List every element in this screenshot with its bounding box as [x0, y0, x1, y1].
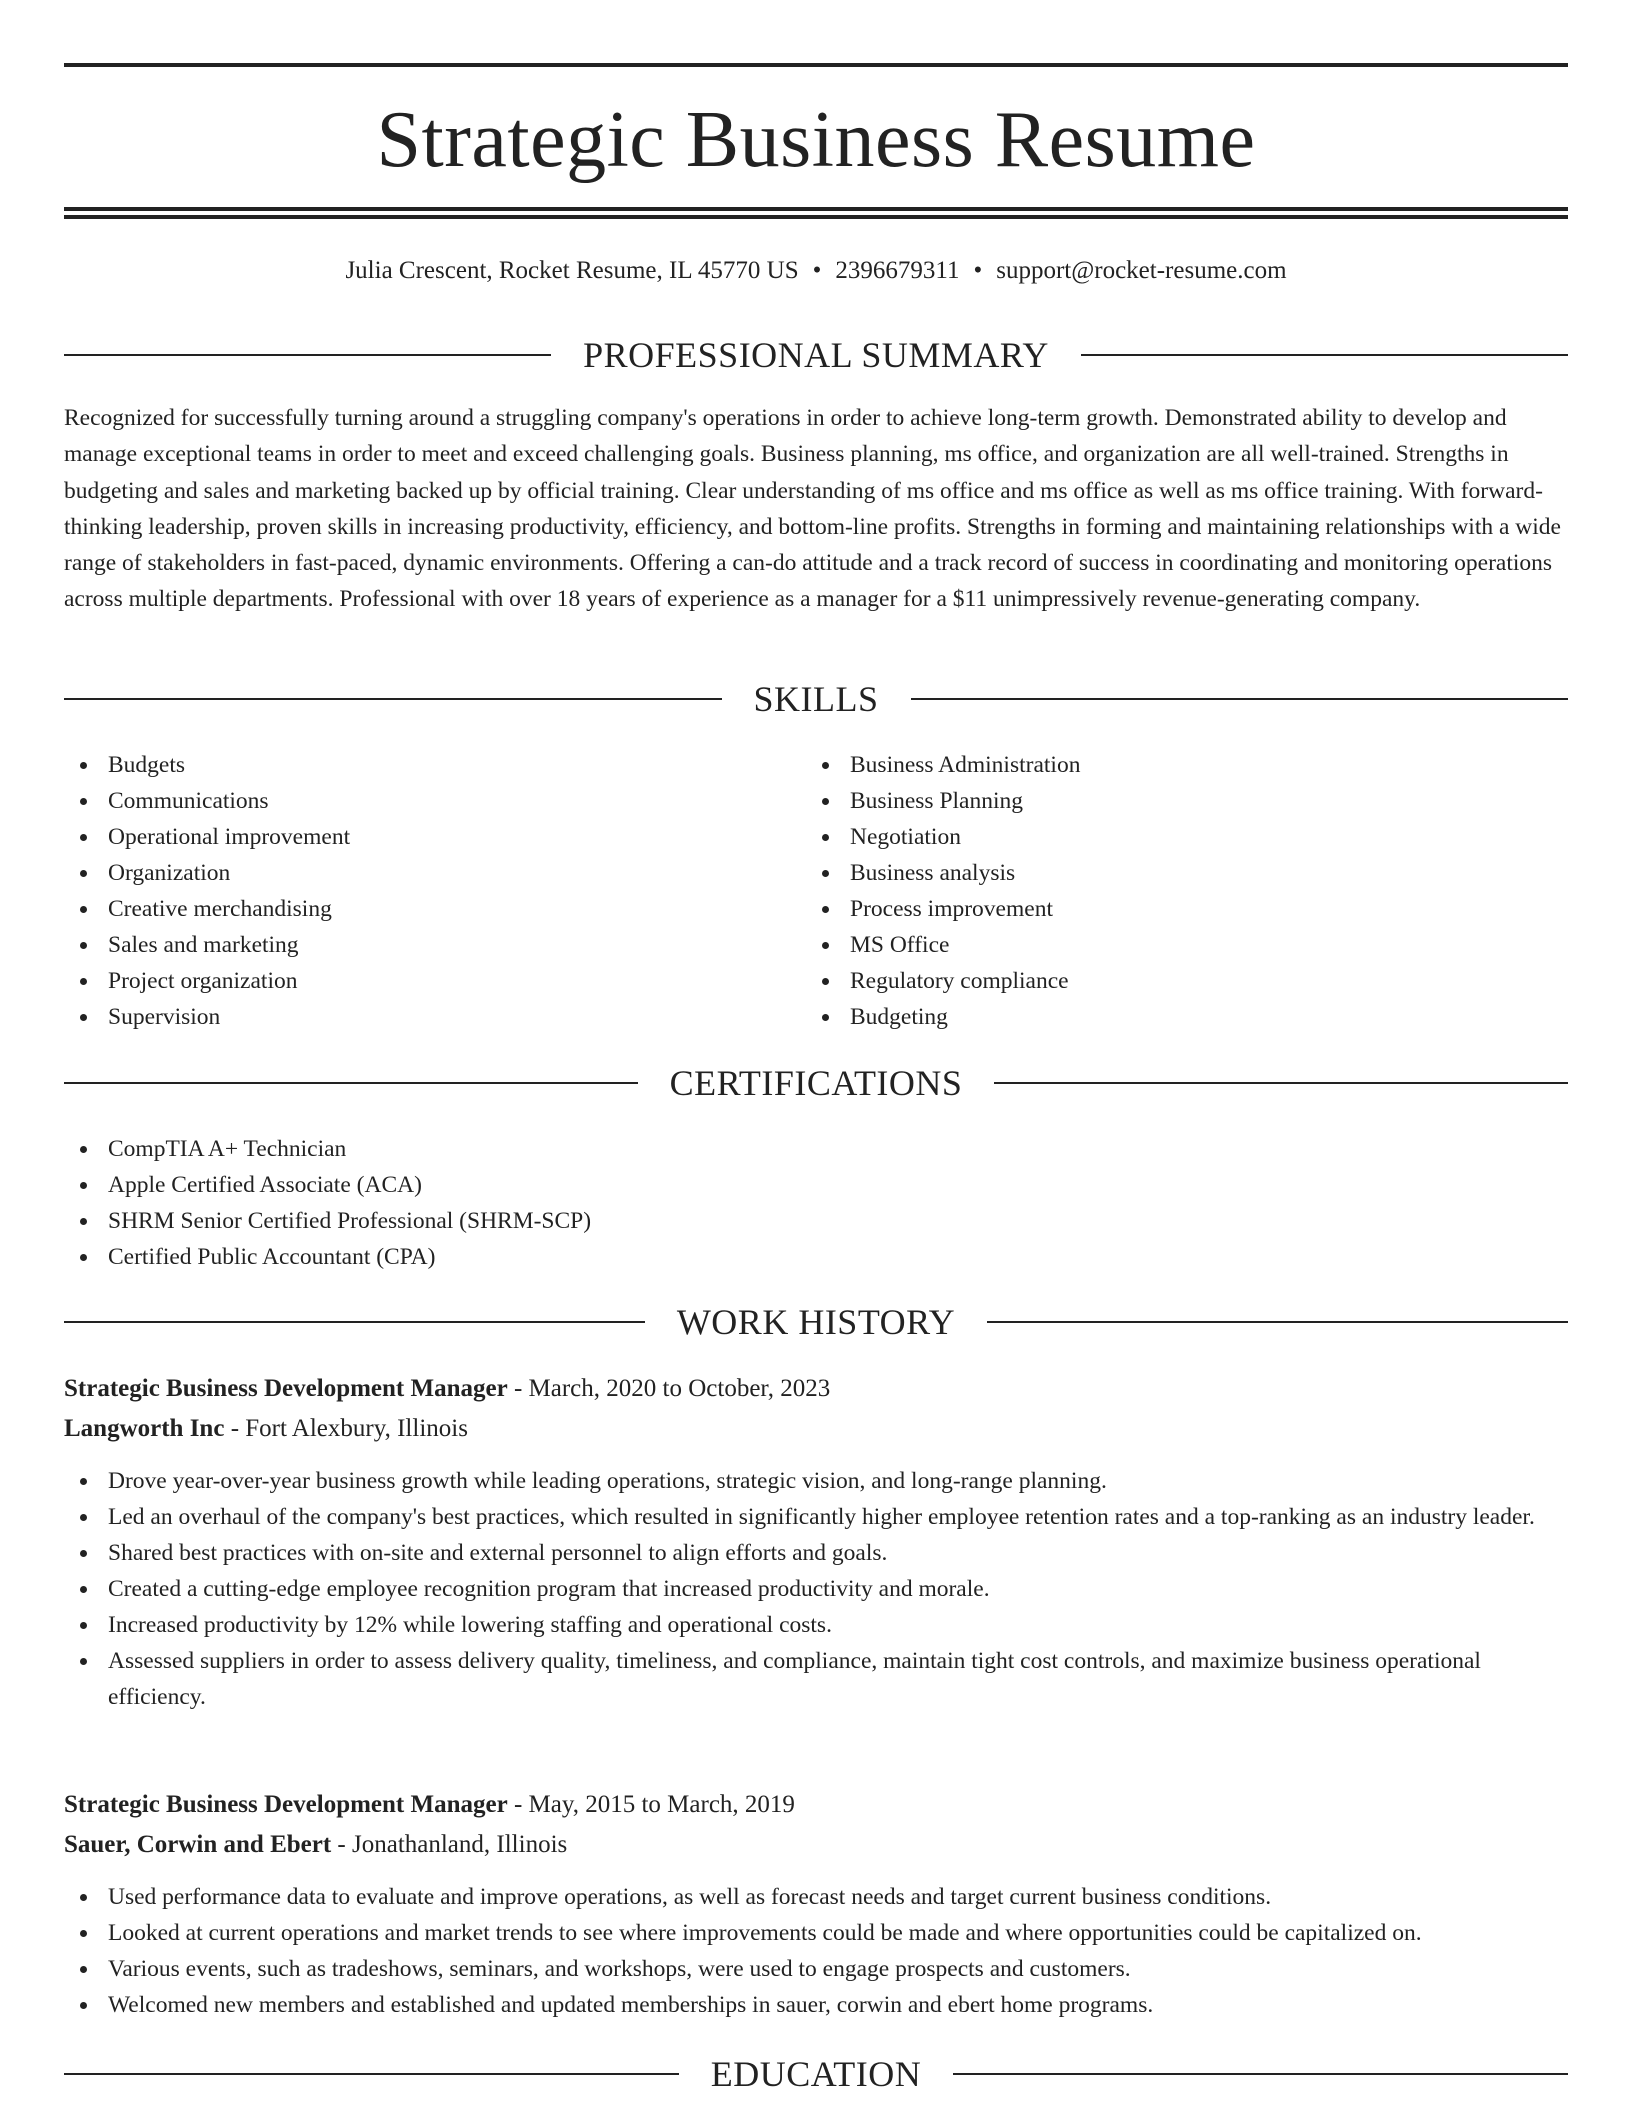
job-bullet: Looked at current operations and market trends to see where improvements could be made and where opportunities could be capitalized on. — [64, 1915, 1568, 1951]
section-rule-right — [953, 2073, 1568, 2075]
contact-separator: • — [812, 257, 822, 284]
job-bullet: Created a cutting-edge employee recognition program that increased productivity and morale. — [64, 1571, 1568, 1607]
skill-item: Business analysis — [806, 855, 1546, 891]
section-rule-left — [64, 354, 551, 356]
job-title-line — [64, 1369, 1568, 1409]
certifications-list — [64, 1131, 1568, 1275]
job-location: - Jonathanland, Illinois — [331, 1831, 568, 1858]
skill-item: Negotiation — [806, 819, 1546, 855]
section-title-summary: PROFESSIONAL SUMMARY — [583, 335, 1049, 375]
skill-item: Budgets — [64, 747, 764, 783]
section-title-skills: SKILLS — [753, 679, 879, 719]
skill-item: Sales and marketing — [64, 927, 764, 963]
job-title: Strategic Business Development Manager — [64, 1375, 508, 1402]
skill-item: Budgeting — [806, 999, 1546, 1035]
skill-item: Organization — [64, 855, 764, 891]
skill-item: Operational improvement — [64, 819, 764, 855]
section-rule-right — [1081, 354, 1568, 356]
job-bullets — [64, 1879, 1568, 2023]
job-location: - Fort Alexbury, Illinois — [224, 1415, 468, 1442]
job-bullets — [64, 1463, 1568, 1715]
header-top-rule — [64, 63, 1568, 67]
skill-item: Project organization — [64, 963, 764, 999]
header-double-rule-lower — [64, 215, 1568, 219]
summary-paragraph: Recognized for successfully turning around a struggling company's operations in order to achieve long-term growth. Demonstrated ability to develop and manage exceptional teams in order to meet and exceed challenging goals. Business planning, ms office, and organization are all well-trained. Strengths in budgeting and sales and marketing backed up by official training. Clear understanding of ms office and ms office as well as ms office training. With forward-thinking leadership, proven skills in increasing productivity, efficiency, and bottom-line profits. Strengths in forming and maintaining relationships with a wide range of stakeholders in fast-paced, dynamic environments. Offering a can-do attitude and a track record of success in coordinating and monitoring operations across multiple departments. Professional with over 18 years of experience as a manager for a $11 unimpressively revenue-generating company. — [64, 405, 1561, 613]
job-bullet: Welcomed new members and established and updated memberships in sauer, corwin and ebert home programs. — [64, 1987, 1568, 2023]
job-company: Sauer, Corwin and Ebert — [64, 1831, 332, 1858]
certification-item: Certified Public Accountant (CPA) — [64, 1239, 1568, 1275]
contact-address: Julia Crescent, Rocket Resume, IL 45770 US — [345, 257, 799, 284]
job-bullet: Various events, such as tradeshows, seminars, and workshops, were used to engage prospects and customers. — [64, 1951, 1568, 1987]
contact-email: support@rocket-resume.com — [996, 257, 1287, 284]
certification-item: CompTIA A+ Technician — [64, 1131, 1568, 1167]
section-rule-left — [64, 698, 722, 700]
section-rule-left — [64, 2073, 679, 2075]
section-header-work-history — [64, 1300, 1568, 1344]
job-bullet: Shared best practices with on-site and external personnel to align efforts and goals. — [64, 1535, 1568, 1571]
resume-title: Strategic Business Resume — [376, 96, 1256, 184]
job-bullet: Drove year-over-year business growth while leading operations, strategic vision, and long-range planning. — [64, 1463, 1568, 1499]
section-rule-right — [911, 698, 1569, 700]
skills-list-left — [64, 747, 764, 1035]
section-title-education: EDUCATION — [710, 2054, 922, 2094]
section-header-certifications — [64, 1061, 1568, 1105]
job-dates: - May, 2015 to March, 2019 — [507, 1791, 795, 1818]
section-rule-left — [64, 1082, 638, 1084]
section-title-certifications: CERTIFICATIONS — [669, 1063, 963, 1103]
contact-line — [64, 254, 1568, 288]
job-bullet: Used performance data to evaluate and improve operations, as well as forecast needs and target current business conditions. — [64, 1879, 1568, 1915]
contact-separator: • — [973, 257, 983, 284]
skills-list-right — [806, 747, 1546, 1035]
section-title-work-history: WORK HISTORY — [676, 1302, 956, 1342]
job-bullet: Increased productivity by 12% while lowering staffing and operational costs. — [64, 1607, 1568, 1643]
certification-item: SHRM Senior Certified Professional (SHRM-SCP) — [64, 1203, 1568, 1239]
section-rule-left — [64, 1321, 645, 1323]
job-company: Langworth Inc — [64, 1415, 225, 1442]
header-double-rule-upper — [64, 207, 1568, 211]
skill-item: Business Planning — [806, 783, 1546, 819]
skill-item: Business Administration — [806, 747, 1546, 783]
section-header-education — [64, 2052, 1568, 2096]
section-header-skills — [64, 677, 1568, 721]
section-rule-right — [994, 1082, 1568, 1084]
job-company-line — [64, 1825, 1568, 1865]
job-bullet: Assessed suppliers in order to assess delivery quality, timeliness, and compliance, maintain tight cost controls, and maximize business operational efficiency. — [64, 1643, 1568, 1715]
job-company-line — [64, 1409, 1568, 1449]
certification-item: Apple Certified Associate (ACA) — [64, 1167, 1568, 1203]
job-bullet: Led an overhaul of the company's best practices, which resulted in significantly higher employee retention rates and a top-ranking as an industry leader. — [64, 1499, 1568, 1535]
section-rule-right — [987, 1321, 1568, 1323]
skill-item: Creative merchandising — [64, 891, 764, 927]
skill-item: Regulatory compliance — [806, 963, 1546, 999]
skill-item: MS Office — [806, 927, 1546, 963]
job-dates: - March, 2020 to October, 2023 — [507, 1375, 831, 1402]
section-header-summary — [64, 333, 1568, 377]
contact-phone: 2396679311 — [835, 257, 960, 284]
job-title: Strategic Business Development Manager — [64, 1791, 508, 1818]
skill-item: Process improvement — [806, 891, 1546, 927]
skill-item: Communications — [64, 783, 764, 819]
skill-item: Supervision — [64, 999, 764, 1035]
job-title-line — [64, 1785, 1568, 1825]
